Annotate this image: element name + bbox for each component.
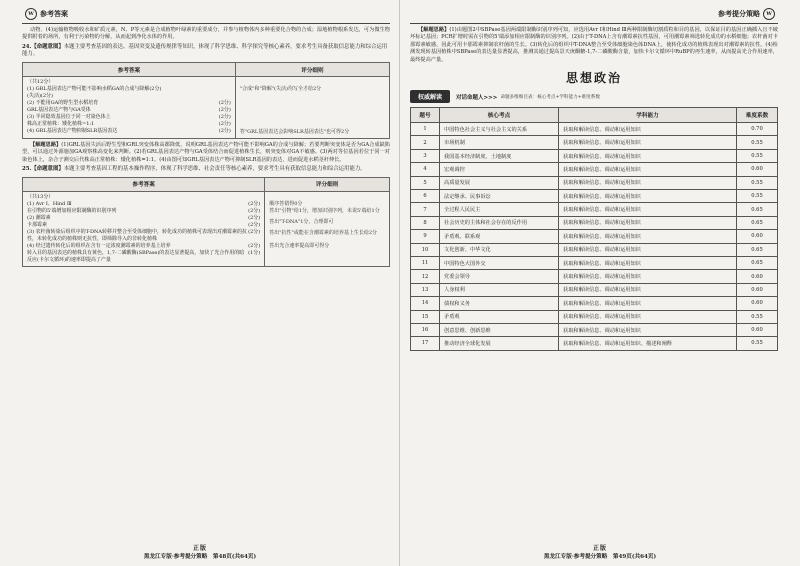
q25-rubric-table — [22, 177, 390, 267]
header-rule — [22, 23, 390, 24]
table-row — [411, 243, 778, 256]
q24-col-answer: 参考答案 — [23, 63, 236, 77]
q25-note: 答出"T-DNA"1分，合理即可 — [269, 218, 334, 225]
cell-topic: 矛盾观、联系观 — [440, 230, 559, 243]
right-page — [400, 0, 800, 566]
cell-topic: 债权和义务 — [440, 297, 559, 310]
cell-ability: 获取和解读信息、调动和运用知识 — [559, 310, 737, 323]
table-row — [411, 136, 778, 149]
left-header-title: 参考答案 — [40, 9, 68, 18]
q24-answer-line: (2) 不能用GA的野生型水稻培育 (2分) — [27, 100, 231, 106]
table-row — [411, 256, 778, 269]
table-row — [411, 323, 778, 336]
q24-answer-line: (1) GRL基因表达产物可能不影响水稻GA的合成与降解(2分) — [27, 86, 162, 92]
cell-no: 17 — [411, 337, 440, 350]
cell-topic: 中国特色社会主义与社会主义的关系 — [440, 123, 559, 136]
cell-ability: 获取和解读信息、调动和运用知识 — [559, 176, 737, 189]
q24-note: 答"GRL基因表达会影响SLR基因表达"也可得2分 — [239, 129, 350, 135]
q25-label: 25.【命题意图】 — [22, 166, 64, 173]
table-row — [411, 189, 778, 202]
cell-topic: 法定继承、民事诉讼 — [440, 189, 559, 202]
cell-ability: 获取和解读信息、调动和运用知识 — [559, 216, 737, 229]
cell-difficulty: 0.60 — [737, 230, 778, 243]
table-row — [411, 149, 778, 162]
cell-no: 8 — [411, 216, 440, 229]
cell-no: 1 — [411, 123, 440, 136]
col-difficulty: 难度系数 — [737, 108, 778, 123]
q24-answer-line: (4) GRL基因表达产物抑制SLR基因表达 (2分) — [27, 128, 231, 134]
cell-ability: 获取和解读信息、调动和运用知识、描述和阐释 — [559, 337, 737, 350]
cell-no: 7 — [411, 203, 440, 216]
q25-note: 答出"抗性"或能在含潮霉素的培养基上生长给2分 — [269, 229, 378, 236]
cell-topic: 推动经济全球化发展 — [440, 337, 559, 350]
cell-ability: 获取和解读信息、调动和运用知识 — [559, 203, 737, 216]
q24-answer-line: （共12分） — [27, 79, 54, 85]
banner-text: 对话命题人>>> — [456, 94, 498, 101]
table-row — [411, 230, 778, 243]
q25-answer-line: (3) 农杆菌转染后组织中的T-DNA转移并整合至受体细胞中，转化成功的植株可表现出对潮霉素的抗性，未转化成功的植株则无抗性，即筛除导入的非转化植株 (2分) — [27, 228, 261, 242]
cell-no: 14 — [411, 297, 440, 310]
cell-ability: 获取和解读信息、调动和运用知识 — [559, 270, 737, 283]
cell-ability: 获取和解读信息、调动和运用知识 — [559, 163, 737, 176]
cell-ability: 获取和解读信息、调动和运用知识 — [559, 323, 737, 336]
cell-ability: 获取和解读信息、调动和运用知识 — [559, 297, 737, 310]
cell-no: 11 — [411, 256, 440, 269]
cell-difficulty: 0.55 — [737, 136, 778, 149]
authority-banner — [410, 90, 778, 103]
col-topic: 核心考点 — [440, 108, 559, 123]
banner-tag: 权威解读 — [410, 90, 450, 103]
q25-col-scoring: 评分细则 — [265, 177, 390, 191]
q25-answer-line: 在引物的5'端增加相应限制酶的识别序列 (2分) — [27, 207, 261, 214]
cell-no: 6 — [411, 189, 440, 202]
cell-ability: 获取和解读信息、调动和运用知识 — [559, 243, 737, 256]
q25-answer-line: 卡那霉素 (2分) — [27, 221, 261, 228]
q24-analysis: 【解题思路】(1)GRL基因失活后野生型和GRL突变体株高都降低，说明GRL基因表达产物可能不影响GA的合成与降解；若要判断突变体是否为GA合成缺陷型，可以通过外源施加GA观察株高变化来判断。(2)若GRL基因表达产物与GA受体结合而促进植株生长，则突变体对GA不敏感。(3)两对等位基因若位于同一对染色体上，杂合子测交后代株高正常植株：矮化植株=1:1。(4)由图可知GRL基因表达产物可抑制SLR基因的表达，进而促进水稻茎秆伸长。 — [22, 142, 390, 163]
cell-difficulty: 0.55 — [737, 337, 778, 350]
left-footer — [0, 543, 400, 560]
q24-rubric-table — [22, 62, 390, 139]
q25-answer-line: (4) 经过遗传转化后的组织在含有一定浓度潮霉素的培养基上培养 (2分) — [27, 242, 261, 249]
cell-topic: 文化创新、中华文化 — [440, 243, 559, 256]
cell-topic: 创意思维、创新思维 — [440, 323, 559, 336]
subject-title: 思想政治 — [565, 71, 622, 86]
cell-no: 10 — [411, 243, 440, 256]
q25-col-answer: 参考答案 — [23, 177, 265, 191]
col-ability: 学科能力 — [559, 108, 737, 123]
cell-no: 12 — [411, 270, 440, 283]
cell-difficulty: 0.70 — [737, 123, 778, 136]
table-row — [411, 297, 778, 310]
q25-note: 答出光合速率提高即可得分 — [269, 242, 330, 249]
brand-logo-icon: W — [25, 8, 37, 20]
table-row — [411, 216, 778, 229]
q24-col-scoring: 评分细则 — [235, 63, 389, 77]
cell-difficulty: 0.55 — [737, 149, 778, 162]
q25-heading — [22, 166, 390, 174]
cell-difficulty: 0.60 — [737, 163, 778, 176]
right-page-number: 黑龙江专版·参考提分策略 第49页(共64页) — [543, 554, 657, 560]
cell-topic: 中国特色大国外交 — [440, 256, 559, 269]
cell-topic: 宏观调控 — [440, 163, 559, 176]
header-rule — [410, 23, 778, 24]
cell-difficulty: 0.55 — [737, 189, 778, 202]
intro-paragraph: 动物、(4)运输植物吸收水和矿质元素，N、P等元素是合成植物叶绿素的重要成分，并参与植物体内多种重要化合物的合成；湿地植物根系发达，可为微生物提供附着的场所，有利于污染物的分解，从而起到净化水体的作用。 — [22, 27, 390, 41]
q24-answer-line: GRL基因表达产物与GA受体 (2分) — [27, 107, 231, 113]
q24-intent: 本题主要考查基因的表达、基因突变及遗传规律等知识，体现了科学思维、科学探究等核心素养，要求考生具备获取信息能力和综合运用能力。 — [22, 43, 388, 58]
left-header — [22, 6, 390, 22]
cell-ability: 获取和解读信息、调动和运用知识 — [559, 256, 737, 269]
q24-heading — [22, 44, 390, 59]
cell-ability: 获取和解读信息、调动和运用知识 — [559, 189, 737, 202]
cell-ability: 获取和解读信息、调动和运用知识 — [559, 149, 737, 162]
q25-answer-line: 转入目的基因表达的植株具有黄色，1,7-二磷酸酶(SBPase)的表达显著提高，加快了光合作用的暗反应(卡尔文循环)的速率即提高了产量 (1分) — [27, 249, 261, 263]
col-no: 题号 — [411, 108, 440, 123]
q25-analysis: 【解题思路】(1)由题图2中SBPase基因两端限制酶识别序列可知，应选用Avr I和Hind Ⅲ两种限制酶切割质粒和目的基因，以保证目的基因正确插入且不破坏标记基因；PCR扩增时需在引物的5'端添加相应限制酶的识别序列。(2)由于T-DNA上含有潮霉素抗性基因，可用潮霉素筛选转化成功的水稻细胞；农杆菌对卡那霉素敏感，因此可用卡那霉素抑制农杆菌的生长。(3)转化后的组织中T-DNA整合至受体细胞染色体DNA上，使转化成功的植株表现出对潮霉素的抗性。(4)检测发现转基因植株中SBPase的表达量显著提高，推测其通过提高景天庚酮糖-1,7-二磷酸酶含量，加快卡尔文循环中RuBP的再生速率，从而提高光合作用速率，最终提高产量。 — [410, 27, 778, 63]
cell-difficulty: 0.65 — [737, 256, 778, 269]
q24-answers-cell — [23, 77, 236, 139]
cell-ability: 获取和解读信息、调动和运用知识 — [559, 123, 737, 136]
cell-no: 15 — [411, 310, 440, 323]
cell-ability: 获取和解读信息、调动和运用知识 — [559, 136, 737, 149]
cell-no: 9 — [411, 230, 440, 243]
cell-difficulty: 0.65 — [737, 243, 778, 256]
cell-difficulty: 0.65 — [737, 203, 778, 216]
cell-topic: 社会历史的主体和社会存在的反作用 — [440, 216, 559, 229]
q24-answer-line: (失活)(2分) — [27, 93, 53, 99]
banner-subtext: 命题多维细目表：核心考点+学科能力+难度系数 — [500, 94, 600, 100]
q25-answer-line: (1) Avr I、Hind Ⅲ (2分) — [27, 200, 261, 207]
cell-topic: 全过程人民民主 — [440, 203, 559, 216]
right-header-title: 参考提分策略 — [718, 9, 760, 18]
cell-topic: 人身权利 — [440, 283, 559, 296]
brand-logo-icon: W — [763, 8, 775, 20]
q25-notes-cell — [265, 191, 390, 266]
table-row — [411, 163, 778, 176]
left-page-number: 黑龙江专版·参考提分策略 第48页(共64页) — [143, 554, 257, 560]
cell-topic: 党委会领导 — [440, 270, 559, 283]
cell-no: 2 — [411, 136, 440, 149]
q25-answers-cell — [23, 191, 265, 266]
q25-intent: 本题主要考查基因工程的基本操作程序，体现了科学思维、社会责任等核心素养，要求考生具有获取信息能力和综合运用能力。 — [63, 166, 366, 173]
genuine-stamp: 正版 — [192, 545, 207, 552]
table-row — [411, 176, 778, 189]
q25-note: 顺序答错得0分 — [269, 200, 303, 207]
cell-ability: 获取和解读信息、调动和运用知识 — [559, 283, 737, 296]
cell-topic: 我国基本经济制度、土地制度 — [440, 149, 559, 162]
table-row — [411, 283, 778, 296]
q25-answer-line: （共13分） — [27, 193, 54, 200]
cell-no: 5 — [411, 176, 440, 189]
cell-no: 16 — [411, 323, 440, 336]
cell-difficulty: 0.60 — [737, 297, 778, 310]
q25-answer-line: (2) 潮霉素 (2分) — [27, 214, 261, 221]
q24-answer-line: 株高正常植株：矮化植株=1:1 (2分) — [27, 121, 231, 127]
table-row — [411, 310, 778, 323]
cell-topic: 矛盾观 — [440, 310, 559, 323]
table-row — [411, 337, 778, 350]
table-row — [411, 270, 778, 283]
cell-difficulty: 0.55 — [737, 176, 778, 189]
cell-difficulty: 0.60 — [737, 323, 778, 336]
table-row — [411, 203, 778, 216]
cell-difficulty: 0.55 — [737, 310, 778, 323]
genuine-stamp: 正版 — [592, 545, 607, 552]
cell-no: 4 — [411, 163, 440, 176]
cell-no: 13 — [411, 283, 440, 296]
cell-difficulty: 0.60 — [737, 270, 778, 283]
cell-ability: 获取和解读信息、调动和运用知识 — [559, 230, 737, 243]
cell-topic: 市场机制 — [440, 136, 559, 149]
cell-no: 3 — [411, 149, 440, 162]
right-header — [410, 6, 778, 22]
cell-difficulty: 0.65 — [737, 216, 778, 229]
q24-answer-line: (3) 半同隐效基因位于同一对染色体上 (2分) — [27, 114, 231, 120]
cell-difficulty: 0.60 — [737, 283, 778, 296]
right-footer — [400, 543, 800, 560]
cell-topic: 高质量发展 — [440, 176, 559, 189]
q24-label: 24.【命题意图】 — [22, 43, 64, 50]
table-row — [411, 123, 778, 136]
difficulty-table — [410, 107, 778, 351]
q25-note: 答出"引物"给1分，增加识别序列，未说5'端给1分 — [269, 207, 380, 214]
q24-note: "合成"和"降解"(失活)均写全才给2分 — [239, 86, 322, 92]
q24-notes-cell — [235, 77, 389, 139]
